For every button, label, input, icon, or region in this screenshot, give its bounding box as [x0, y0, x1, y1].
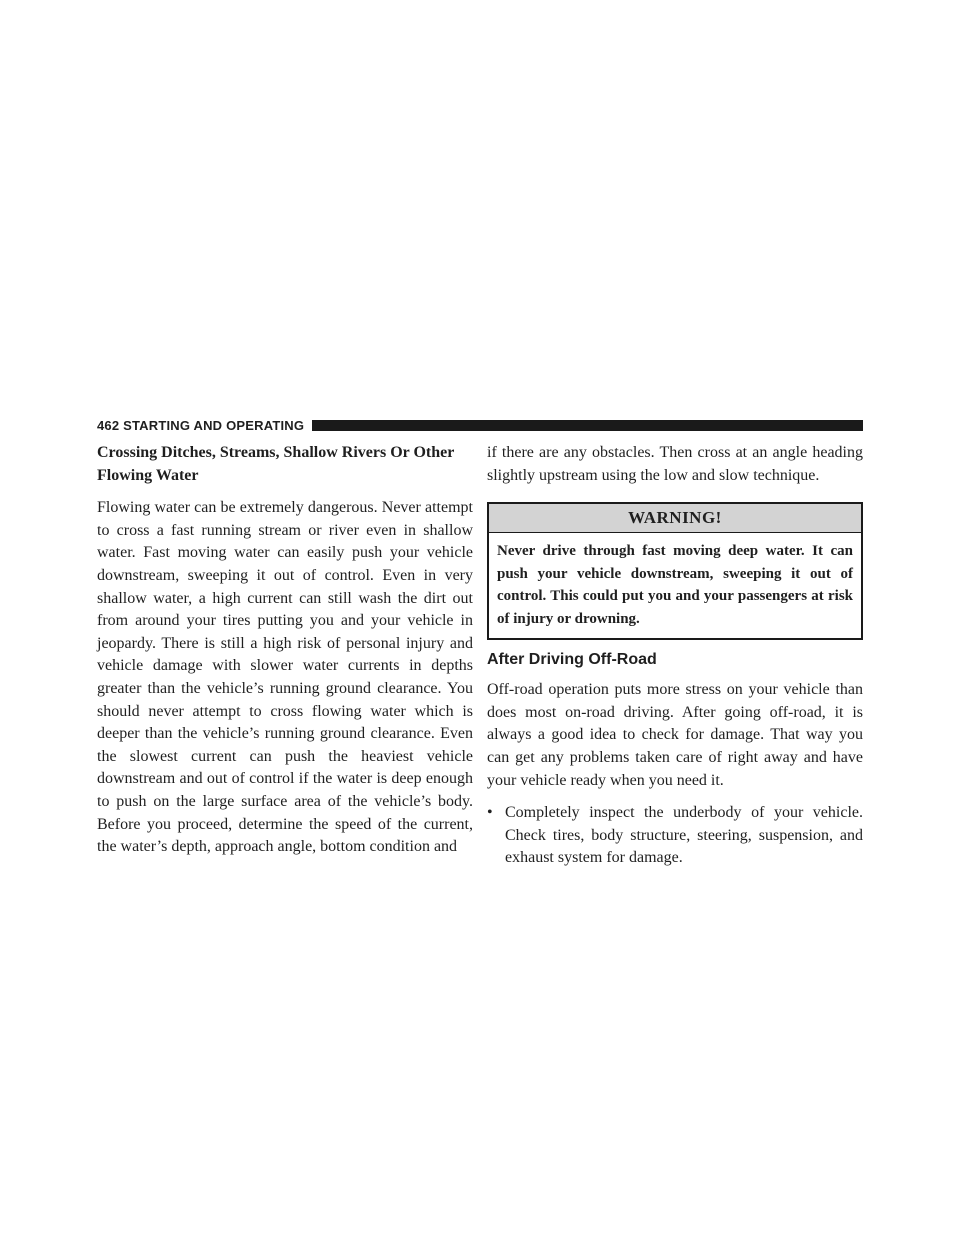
right-column — [487, 442, 863, 870]
bullet-text: Completely inspect the underbody of your vehicle. Check tires, body structure, steering, suspension, and exhaust system for damage. — [505, 804, 863, 867]
page-header — [97, 418, 863, 432]
inspection-bullet-list — [487, 802, 863, 870]
header-rule — [312, 420, 863, 431]
crossing-water-paragraph: Flowing water can be extremely dangerous. Never attempt to cross a fast running stream or river even in shallow water. Fast moving water can easily push your vehicle downstream, sweeping it out of control. Even in very shallow water, a high current can still wash the dirt out from around your tires putting you and your vehicle in jeopardy. There is still a high risk of personal injury and vehicle damage with slower water currents in depths greater than the vehicle’s running ground clearance. You should never attempt to cross flowing water which is deeper than the vehicle’s running ground clearance. Even the slowest current can push the heaviest vehicle downstream and out of control if the water is deep enough to push on the large surface area of the vehicle’s body. Before you proceed, determine the speed of the current, the water’s depth, approach angle, bottom condition and — [97, 499, 473, 856]
crossing-water-heading: Crossing Ditches, Streams, Shallow Rivers Or Other Flowing Water — [97, 444, 455, 484]
page-number-section-label: 462 STARTING AND OPERATING — [97, 417, 305, 433]
after-off-road-heading: After Driving Off-Road — [487, 651, 657, 669]
list-item — [487, 802, 863, 870]
left-column — [97, 442, 473, 859]
after-off-road-paragraph: Off-road operation puts more stress on your vehicle than does most on-road driving. After going off-road, it is always a good idea to check for damage. That way you can get any problems taken care of right away and have your vehicle ready when you need it. — [487, 681, 863, 789]
bullet-icon: • — [487, 804, 493, 822]
warning-title: WARNING! — [489, 504, 861, 533]
warning-text: Never drive through fast moving deep water. It can push your vehicle downstream, sweeping it out of control. This could put you and your passengers at risk of injury or drowning. — [497, 543, 853, 627]
warning-box — [487, 502, 863, 640]
continuation-paragraph: if there are any obstacles. Then cross at an angle heading slightly upstream using the low and slow technique. — [487, 444, 863, 484]
